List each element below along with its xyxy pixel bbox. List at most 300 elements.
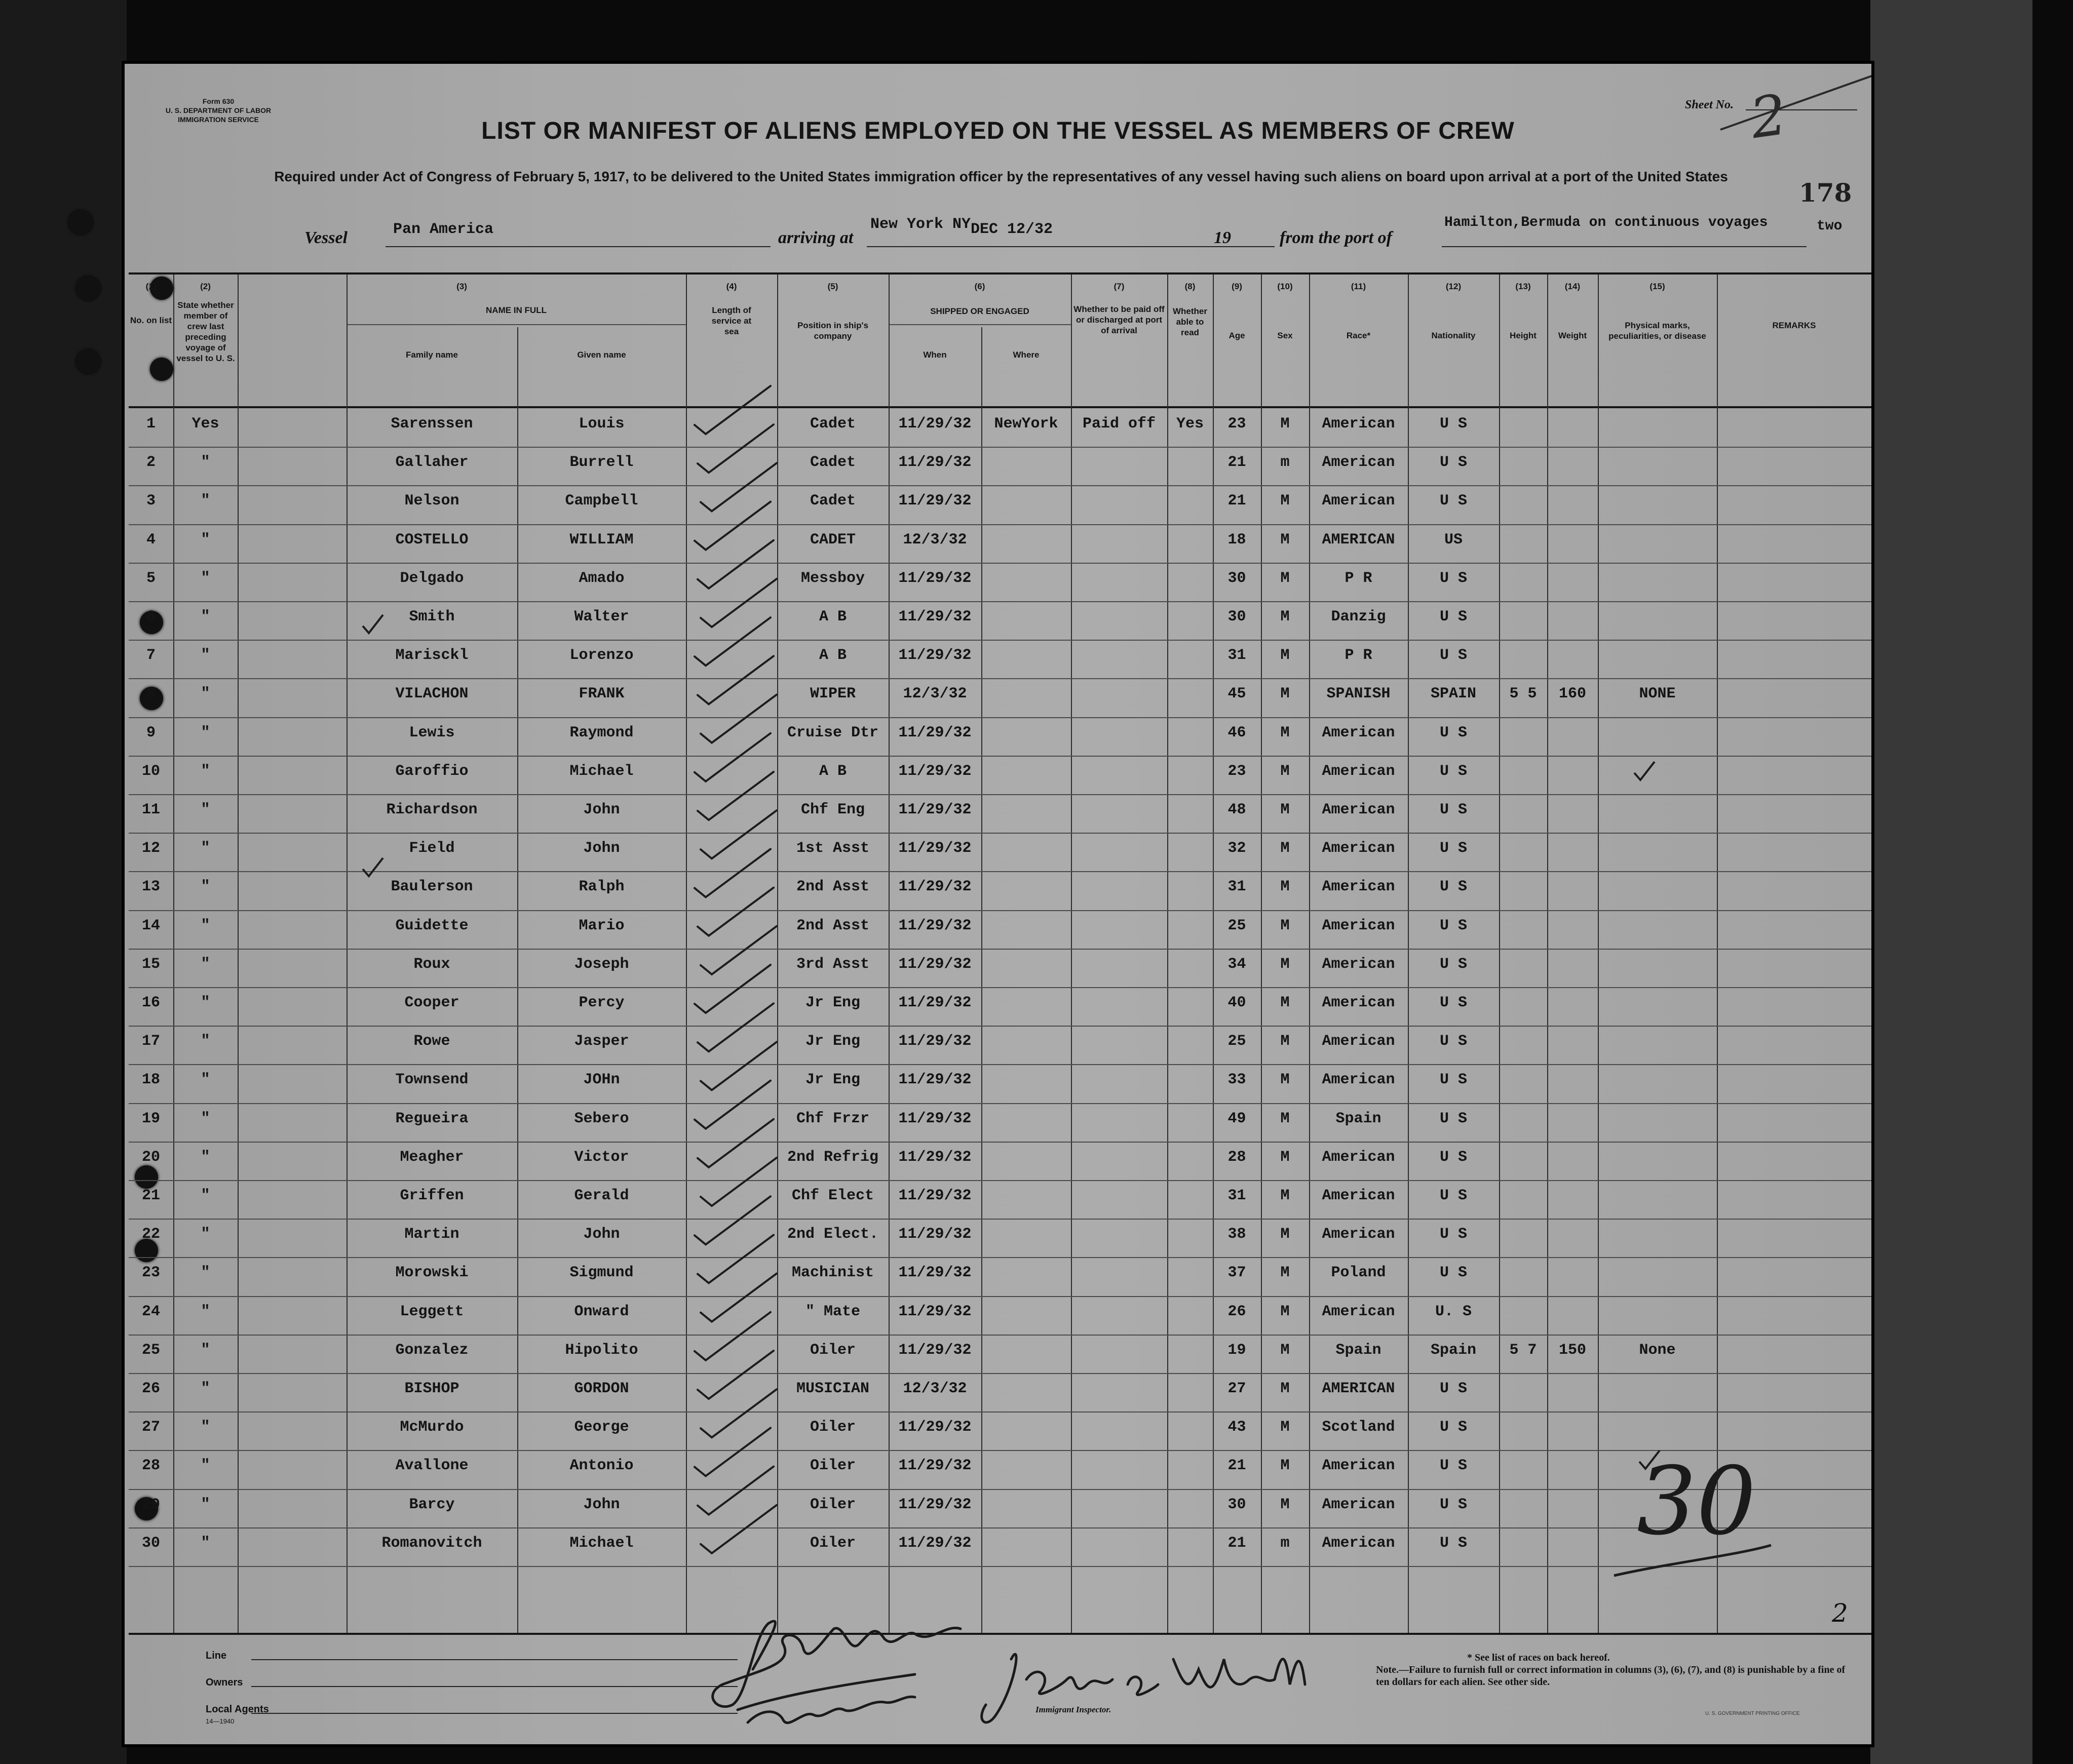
col-header-when: When (923, 350, 947, 360)
cell-position: Cadet (810, 415, 856, 433)
cell-family: Cooper (404, 994, 459, 1011)
cell-nat: U S (1439, 1148, 1467, 1166)
cell-age: 28 (1227, 1148, 1246, 1166)
cell-no: 21 (141, 1187, 160, 1204)
page-subtitle: Required under Act of Congress of February 5, 1917, to be delivered to the United States immigration officer by the representatives of any vessel having such aliens on board upon arrival at a port of the United States (274, 169, 1728, 184)
vessel-name: Pan America (393, 221, 494, 238)
cell-prev: " (201, 1341, 210, 1359)
cell-position: 3rd Asst (796, 955, 870, 973)
cell-when: 11/29/32 (898, 724, 972, 741)
cell-family: Guidette (395, 917, 469, 934)
cell-position: Oiler (810, 1534, 856, 1552)
cell-age: 49 (1227, 1110, 1246, 1127)
cell-race: American (1322, 1457, 1395, 1475)
cell-age: 32 (1227, 840, 1246, 857)
cell-when: 11/29/32 (898, 1110, 972, 1127)
cell-family: Garoffio (395, 762, 469, 780)
arrival-date: DEC 12/32 (971, 221, 1053, 238)
handwritten-page-mark: 2 (1832, 1598, 1848, 1628)
owners-label: Owners (206, 1677, 243, 1688)
table-row (129, 485, 1871, 524)
cell-no: 13 (141, 878, 160, 896)
table-row (129, 1103, 1871, 1142)
cell-sex: M (1280, 1033, 1290, 1050)
cell-race: American (1322, 840, 1395, 857)
cell-prev: " (201, 1033, 210, 1050)
vessel-label: Vessel (304, 228, 348, 247)
table-row (129, 987, 1871, 1026)
cell-age: 27 (1227, 1380, 1246, 1397)
cell-no: 4 (146, 531, 156, 548)
cell-sex: M (1280, 1226, 1290, 1243)
cell-no: 8 (146, 685, 156, 703)
cell-race: P R (1345, 569, 1372, 587)
cell-age: 31 (1227, 647, 1246, 664)
cell-position: MUSICIAN (796, 1380, 870, 1397)
cell-no: 25 (141, 1341, 160, 1359)
cell-given: Onward (574, 1303, 629, 1320)
col-header-no-on-list: No. on list (130, 316, 172, 325)
cell-family: Griffen (400, 1187, 464, 1204)
cell-no: 16 (141, 994, 160, 1011)
cell-age: 23 (1227, 415, 1246, 433)
cell-given: Amado (579, 569, 625, 587)
cell-no: 17 (141, 1033, 160, 1050)
cell-family: Field (409, 840, 455, 857)
cell-when: 11/29/32 (898, 1148, 972, 1166)
table-row (129, 1296, 1871, 1335)
cell-nat: U S (1439, 878, 1467, 896)
cell-read: Yes (1176, 415, 1204, 433)
cell-race: American (1322, 492, 1395, 510)
cell-prev: Yes (191, 415, 219, 433)
shipped-header-rule (889, 324, 1071, 325)
cell-age: 46 (1227, 724, 1246, 741)
col-header-given-name: Given name (577, 350, 626, 360)
cell-paid: Paid off (1082, 415, 1156, 433)
cell-prev: " (201, 608, 210, 625)
cell-age: 21 (1227, 1534, 1246, 1552)
cell-given: Ralph (579, 878, 625, 896)
cell-when: 11/29/32 (898, 569, 972, 587)
cell-age: 43 (1227, 1419, 1246, 1436)
cell-sex: M (1280, 608, 1290, 625)
cell-position: 1st Asst (796, 840, 870, 857)
penalty-note: Note.—Failure to furnish full or correct information in columns (3), (6), (7), and (8) is punishable by a fine of ten dollars for each alien. See other side. (1376, 1664, 1846, 1688)
cell-age: 21 (1227, 1457, 1246, 1475)
cell-nat: U S (1439, 917, 1467, 934)
cell-given: Sigmund (569, 1264, 634, 1282)
cell-family: Avallone (395, 1457, 469, 1475)
cell-age: 30 (1227, 569, 1246, 587)
cell-family: Regueira (395, 1110, 469, 1127)
cell-when: 11/29/32 (898, 1457, 972, 1475)
form-number: Form 630 (202, 97, 235, 105)
race-note: * See list of races on back hereof. (1467, 1652, 1610, 1663)
cell-sex: M (1280, 1341, 1290, 1359)
cell-age: 23 (1227, 762, 1246, 780)
cell-race: Spain (1335, 1341, 1381, 1359)
cell-sex: M (1280, 492, 1290, 510)
cell-no: 29 (141, 1496, 160, 1513)
cell-family: Richardson (386, 801, 478, 818)
cell-position: Messboy (800, 569, 865, 587)
cell-age: 25 (1227, 1033, 1246, 1050)
cell-nat: U. S (1435, 1303, 1472, 1320)
from-port-label: from the port of (1280, 228, 1392, 247)
cell-race: American (1322, 454, 1395, 472)
name-header-rule (347, 324, 686, 325)
handwritten-total: 30 (1637, 1446, 1756, 1556)
cell-prev: " (201, 492, 210, 510)
inspector-caption: Immigrant Inspector. (1035, 1705, 1111, 1714)
cell-sex: M (1280, 415, 1290, 433)
cell-race: American (1322, 762, 1395, 780)
cell-given: JOHn (583, 1071, 620, 1089)
cell-nat: U S (1439, 1264, 1467, 1282)
cell-nat: U S (1439, 840, 1467, 857)
cell-prev: " (201, 647, 210, 664)
cell-family: Nelson (404, 492, 459, 510)
cell-when: 11/29/32 (898, 1534, 972, 1552)
cell-given: Louis (579, 415, 625, 433)
table-row (129, 794, 1871, 833)
cell-sex: M (1280, 762, 1290, 780)
cell-position: WIPER (810, 685, 856, 703)
cell-family: BISHOP (404, 1380, 459, 1397)
cell-nat: SPAIN (1430, 685, 1476, 703)
cell-given: Michael (569, 762, 634, 780)
cell-race: American (1322, 724, 1395, 741)
cell-age: 38 (1227, 1226, 1246, 1243)
cell-race: American (1322, 1033, 1395, 1050)
cell-given: Jasper (574, 1033, 629, 1050)
cell-nat: U S (1439, 1380, 1467, 1397)
cell-sex: M (1280, 1303, 1290, 1320)
col-header-family-name: Family name (406, 350, 458, 360)
cell-when: 11/29/32 (898, 801, 972, 818)
cell-age: 33 (1227, 1071, 1246, 1089)
cell-age: 40 (1227, 994, 1246, 1011)
cell-when: 12/3/32 (903, 531, 967, 548)
cell-age: 48 (1227, 801, 1246, 818)
cell-race: Danzig (1331, 608, 1386, 625)
cell-race: Poland (1331, 1264, 1386, 1282)
cell-race: AMERICAN (1322, 531, 1395, 548)
cell-when: 12/3/32 (903, 685, 967, 703)
cell-race: American (1322, 955, 1395, 973)
cell-nat: U S (1439, 1534, 1467, 1552)
cell-position: Chf Elect (791, 1187, 874, 1204)
table-row (129, 447, 1871, 485)
line-label: Line (206, 1650, 227, 1661)
table-row (129, 756, 1871, 794)
cell-family: Morowski (395, 1264, 469, 1282)
binder-hole (76, 349, 100, 374)
cell-family: Martin (404, 1226, 459, 1243)
cell-sex: M (1280, 1457, 1290, 1475)
cell-when: 11/29/32 (898, 917, 972, 934)
cell-nat: U S (1439, 415, 1467, 433)
cell-position: 2nd Elect. (787, 1226, 879, 1243)
cell-prev: " (201, 1071, 210, 1089)
cell-given: Antonio (569, 1457, 634, 1475)
cell-sex: M (1280, 569, 1290, 587)
cell-race: AMERICAN (1322, 1380, 1395, 1397)
cell-given: FRANK (579, 685, 625, 703)
cell-position: Jr Eng (805, 1033, 861, 1050)
cell-no: 14 (141, 917, 160, 934)
cell-family: Roux (413, 955, 450, 973)
cell-no: 9 (146, 724, 156, 741)
cell-age: 21 (1227, 454, 1246, 472)
cell-prev: " (201, 955, 210, 973)
cell-sex: M (1280, 1264, 1290, 1282)
stamp-number: 178 (1799, 178, 1852, 208)
cell-sex: M (1280, 955, 1290, 973)
cell-position: A B (819, 647, 847, 664)
cell-given: Sebero (574, 1110, 629, 1127)
table-row (129, 601, 1871, 640)
cell-nat: U S (1439, 569, 1467, 587)
col-header-race: Race* (1346, 331, 1371, 340)
cell-given: John (583, 840, 620, 857)
cell-sex: M (1280, 1110, 1290, 1127)
cell-where: NewYork (994, 415, 1058, 433)
cell-no: 27 (141, 1419, 160, 1436)
cell-when: 11/29/32 (898, 1496, 972, 1513)
cell-position: Cadet (810, 454, 856, 472)
cell-family: Baulerson (391, 878, 473, 896)
col-number: (8) (1184, 282, 1196, 291)
cell-race: American (1322, 917, 1395, 934)
cell-weight: 150 (1558, 1341, 1586, 1359)
cell-marks: NONE (1639, 685, 1676, 703)
cell-prev: " (201, 724, 210, 741)
inspector-signatures (631, 1583, 1340, 1744)
cell-race: Spain (1335, 1110, 1381, 1127)
cell-given: Percy (579, 994, 625, 1011)
cell-nat: U S (1439, 724, 1467, 741)
cell-no: 30 (141, 1534, 160, 1552)
cell-race: SPANISH (1326, 685, 1391, 703)
cell-age: 37 (1227, 1264, 1246, 1282)
cell-position: 2nd Asst (796, 878, 870, 896)
cell-sex: M (1280, 1071, 1290, 1089)
col-header-sex: Sex (1277, 331, 1293, 340)
col-header-weight: Weight (1558, 331, 1587, 340)
cell-height: 5 7 (1509, 1341, 1537, 1359)
table-row (129, 1064, 1871, 1103)
binder-hole (68, 210, 93, 234)
table-row (129, 1219, 1871, 1257)
col-header-previous-voyage: State whether member of crew last preceding voyage of vessel to U. S. (176, 300, 235, 363)
page-title: LIST OR MANIFEST OF ALIENS EMPLOYED ON THE VESSEL AS MEMBERS OF CREW (481, 117, 1515, 144)
department-name: U. S. DEPARTMENT OF LABOR (165, 106, 272, 114)
cell-when: 11/29/32 (898, 454, 972, 472)
cell-when: 12/3/32 (903, 1380, 967, 1397)
cell-age: 31 (1227, 878, 1246, 896)
table-row (129, 1335, 1871, 1373)
cell-nat: U S (1439, 994, 1467, 1011)
cell-family: Sarenssen (391, 415, 473, 433)
cell-race: American (1322, 1303, 1395, 1320)
cell-when: 11/29/32 (898, 1033, 972, 1050)
cell-race: P R (1345, 647, 1372, 664)
cell-sex: M (1280, 917, 1290, 934)
cell-no: 20 (141, 1148, 160, 1166)
col-number: (1) (145, 282, 157, 291)
cell-family: COSTELLO (395, 531, 469, 548)
year-label: 19 (1214, 228, 1231, 247)
table-row (129, 910, 1871, 949)
cell-family: Smith (409, 608, 455, 625)
col-number: (5) (827, 282, 838, 291)
cell-race: American (1322, 994, 1395, 1011)
table-row (129, 871, 1871, 910)
table-row (129, 1527, 1871, 1566)
footer-notes (1376, 1652, 1857, 1688)
cell-prev: " (201, 1110, 210, 1127)
table-row (129, 1450, 1871, 1488)
col-number: (6) (974, 282, 985, 291)
service-name: IMMIGRATION SERVICE (178, 115, 259, 124)
col-header-shipped: SHIPPED OR ENGAGED (930, 306, 1029, 316)
cell-sex: M (1280, 801, 1290, 818)
cell-given: George (574, 1419, 629, 1436)
table-row (129, 717, 1871, 756)
cell-sex: M (1280, 724, 1290, 741)
cell-race: American (1322, 1496, 1395, 1513)
cell-position: Cruise Dtr (787, 724, 879, 741)
col-number: (11) (1351, 282, 1366, 291)
cell-no: 26 (141, 1380, 160, 1397)
col-header-remarks: REMARKS (1772, 321, 1816, 330)
cell-nat: U S (1439, 454, 1467, 472)
cell-family: Barcy (409, 1496, 455, 1513)
cell-prev: " (201, 1303, 210, 1320)
cell-sex: M (1280, 1496, 1290, 1513)
cell-sex: M (1280, 647, 1290, 664)
sheet-number-label: Sheet No. (1685, 98, 1734, 111)
cell-given: Campbell (565, 492, 638, 510)
col-number: (14) (1564, 282, 1581, 291)
table-row (129, 1373, 1871, 1412)
cell-nat: U S (1439, 955, 1467, 973)
cell-prev: " (201, 1148, 210, 1166)
cell-nat: U S (1439, 801, 1467, 818)
arriving-port-text: New York NY (870, 216, 971, 233)
cell-race: American (1322, 801, 1395, 818)
cell-given: Raymond (569, 724, 634, 741)
cell-position: Machinist (791, 1264, 874, 1282)
cell-age: 21 (1227, 492, 1246, 510)
vessel-underline (386, 246, 771, 247)
cell-given: John (583, 801, 620, 818)
col-number: (15) (1649, 282, 1665, 291)
col-number: (9) (1232, 282, 1242, 291)
trailing-note: two (1817, 218, 1842, 234)
table-row (129, 1142, 1871, 1180)
cell-prev: " (201, 1457, 210, 1475)
cell-prev: " (201, 569, 210, 587)
cell-position: Cadet (810, 492, 856, 510)
from-port-underline (1442, 246, 1807, 247)
cell-when: 11/29/32 (898, 1419, 972, 1436)
cell-family: Meagher (400, 1148, 464, 1166)
cell-no: 19 (141, 1110, 160, 1127)
cell-prev: " (201, 1187, 210, 1204)
crew-table (129, 272, 1871, 1635)
cell-family: Rowe (413, 1033, 450, 1050)
cell-when: 11/29/32 (898, 647, 972, 664)
cell-given: Joseph (574, 955, 629, 973)
cell-no: 11 (141, 801, 160, 818)
cell-family: Gonzalez (395, 1341, 469, 1359)
cell-age: 30 (1227, 608, 1246, 625)
cell-sex: M (1280, 840, 1290, 857)
cell-no: 18 (141, 1071, 160, 1089)
col-header-height: Height (1510, 331, 1537, 340)
cell-given: Lorenzo (569, 647, 634, 664)
cell-nat: U S (1439, 1110, 1467, 1127)
cell-position: CADET (810, 531, 856, 548)
cell-given: Hipolito (565, 1341, 638, 1359)
col-header-position: Position in ship's company (797, 321, 869, 341)
cell-family: McMurdo (400, 1419, 464, 1436)
cell-sex: M (1280, 1419, 1290, 1436)
table-row (129, 1026, 1871, 1064)
cell-prev: " (201, 454, 210, 472)
cell-prev: " (201, 1534, 210, 1552)
cell-age: 26 (1227, 1303, 1246, 1320)
cell-when: 11/29/32 (898, 1226, 972, 1243)
cell-sex: m (1280, 1534, 1290, 1552)
cell-height: 5 5 (1509, 685, 1537, 703)
cell-prev: " (201, 1419, 210, 1436)
cell-nat: U S (1439, 1071, 1467, 1089)
cell-when: 11/29/32 (898, 1341, 972, 1359)
cell-race: American (1322, 1071, 1395, 1089)
cell-given: WILLIAM (569, 531, 634, 548)
cell-age: 45 (1227, 685, 1246, 703)
cell-when: 11/29/32 (898, 762, 972, 780)
col-header-length-of-service: Length of service at sea (711, 305, 752, 336)
cell-age: 18 (1227, 531, 1246, 548)
cell-nat: US (1444, 531, 1463, 548)
cell-when: 11/29/32 (898, 608, 972, 625)
cell-race: American (1322, 878, 1395, 896)
cell-sex: M (1280, 685, 1290, 703)
cell-position: Oiler (810, 1457, 856, 1475)
arriving-label: arriving at (778, 228, 854, 247)
cell-prev: " (201, 531, 210, 548)
cell-family: Leggett (400, 1303, 464, 1320)
cell-prev: " (201, 801, 210, 818)
cell-nat: U S (1439, 1419, 1467, 1436)
col-header-age: Age (1229, 331, 1245, 340)
left-scan-border (0, 0, 127, 1764)
cell-when: 11/29/32 (898, 1264, 972, 1282)
manifest-sheet (122, 61, 1874, 1747)
cell-when: 11/29/32 (898, 1303, 972, 1320)
cell-given: Mario (579, 917, 625, 934)
cell-prev: " (201, 1226, 210, 1243)
cell-when: 11/29/32 (898, 1187, 972, 1204)
col-header-physical-marks: Physical marks, peculiarities, or disease (1608, 321, 1706, 341)
table-row (129, 524, 1871, 563)
cell-prev: " (201, 762, 210, 780)
